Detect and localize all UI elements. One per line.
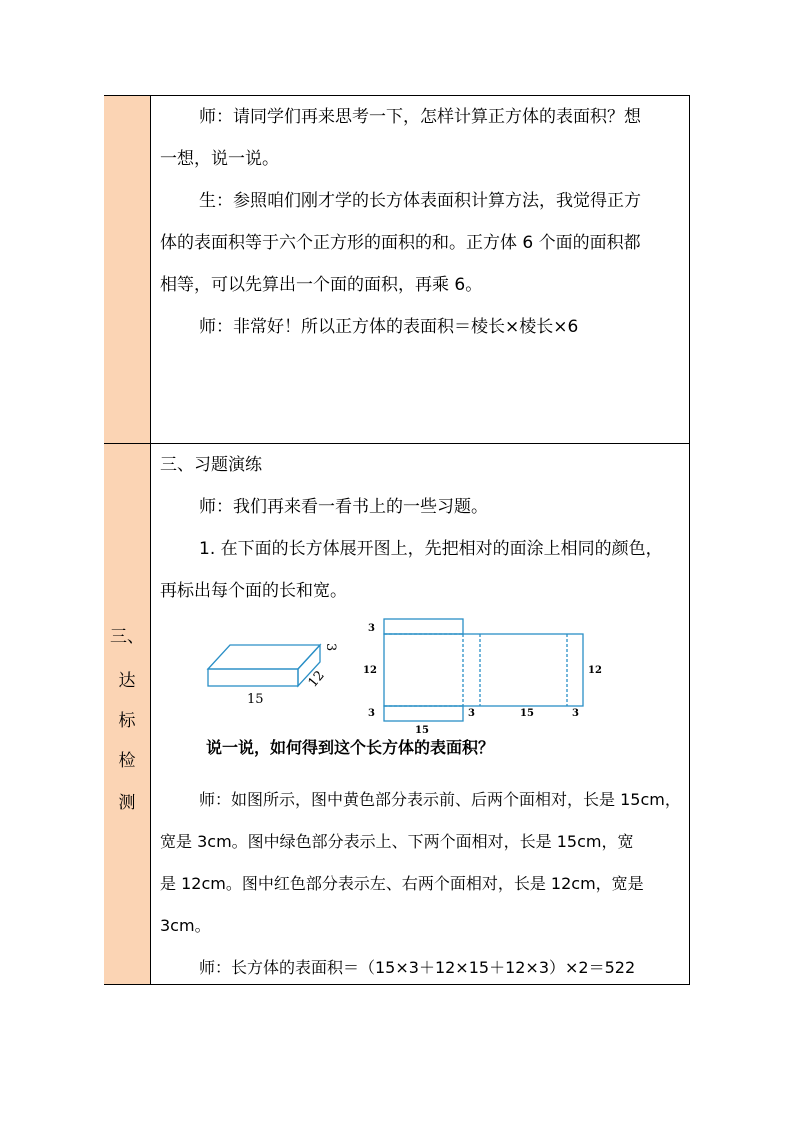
exercise-line: 再标出每个面的长和宽。 [160, 581, 347, 601]
side-label-3: 标 [118, 711, 136, 731]
side-label-1: 三、 [110, 627, 144, 647]
box-length-label: 15 [247, 692, 264, 707]
net-label: 12 [363, 665, 377, 676]
side-label-5: 测 [118, 793, 136, 813]
box-height-label: 3 [323, 643, 338, 652]
cuboid-drawing [208, 645, 320, 686]
net-label: 3 [368, 708, 375, 719]
dialogue-line: 相等，可以先算出一个面的面积，再乘 6。 [160, 275, 483, 295]
side-label-2: 达 [118, 671, 136, 691]
side-cell-row2 [104, 444, 151, 984]
net-label: 3 [368, 623, 375, 634]
explanation-line: 宽是 3cm。图中绿色部分表示上、下两个面相对，长是 15cm，宽 [160, 832, 634, 851]
dialogue-line: 师：请同学们再来思考一下，怎样计算正方体的表面积？想 [199, 107, 641, 127]
net-label: 15 [520, 708, 534, 719]
dialogue-line: 体的表面积等于六个正方形的面积的和。正方体 6 个面的面积都 [160, 233, 641, 253]
net-label: 3 [468, 708, 475, 719]
net-label: 3 [572, 708, 579, 719]
explanation-line: 是 12cm。图中红色部分表示左、右两个面相对，长是 12cm，宽是 [160, 874, 644, 893]
exercise-line: 1. 在下面的长方体展开图上，先把相对的面涂上相同的颜色， [199, 539, 663, 559]
dialogue-line: 一想，说一说。 [160, 149, 279, 169]
row-divider [104, 443, 690, 444]
explanation-line: 师：如图所示，图中黄色部分表示前、后两个面相对，长是 15cm， [199, 790, 681, 809]
net-label: 15 [415, 725, 429, 736]
formula-line: 师：长方体的表面积＝（15×3＋12×15＋12×3）×2＝522 [199, 958, 636, 977]
cuboid-figures [202, 615, 602, 736]
dialogue-line: 生：参照咱们刚才学的长方体表面积计算方法，我觉得正方 [199, 191, 641, 211]
cuboid-net [384, 619, 583, 721]
net-label: 12 [588, 665, 602, 676]
side-label-4: 检 [118, 751, 136, 771]
box-width-label: 12 [305, 668, 328, 691]
lesson-table [104, 95, 690, 985]
section-heading: 三、习题演练 [160, 455, 262, 475]
dialogue-line: 师：非常好！所以正方体的表面积＝棱长×棱长×6 [199, 317, 579, 337]
discussion-prompt: 说一说，如何得到这个长方体的表面积？ [206, 738, 495, 757]
explanation-line: 3cm。 [160, 916, 211, 935]
dialogue-line: 师：我们再来看一看书上的一些习题。 [199, 497, 488, 517]
side-cell-row1 [104, 96, 151, 443]
